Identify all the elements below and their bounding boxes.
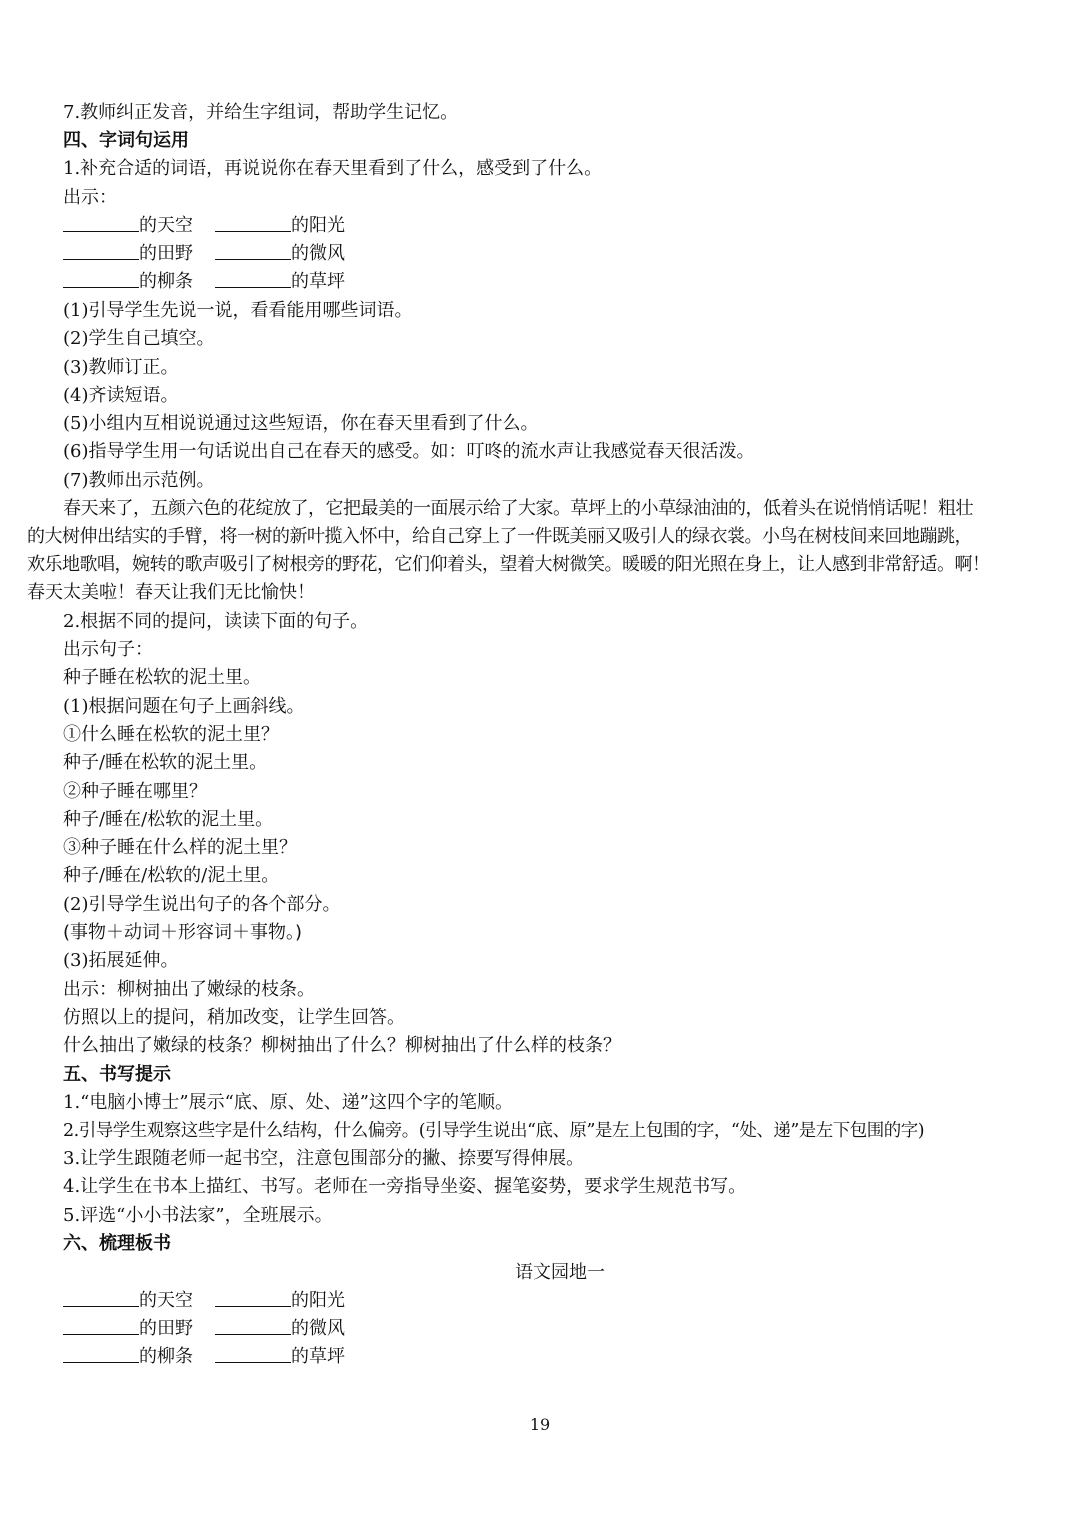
- phrase: 的田野: [139, 1318, 193, 1339]
- blank-line: [215, 241, 291, 260]
- paragraph-line: 欢乐地歌唱，婉转的歌声吸引了树根旁的野花，它们仰着头，望着大树微笑。暖暖的阳光照在身上，让人感到非常舒适。啊！: [27, 554, 990, 575]
- blank-line: [63, 1316, 139, 1335]
- phrase-row: [63, 1343, 367, 1371]
- text-line: ②种子睡在哪里？: [63, 781, 207, 802]
- text-line: 4.让学生在书本上描红、书写。老师在一旁指导坐姿、握笔姿势，要求学生规范书写。: [63, 1176, 747, 1197]
- text-line: (3)拓展延伸。: [63, 950, 179, 971]
- phrase: 的草坪: [291, 1346, 345, 1367]
- blank-line: [63, 241, 139, 260]
- section-heading-4: 四、字词句运用: [63, 130, 189, 151]
- blank-line: [63, 269, 139, 288]
- phrase: 的柳条: [139, 271, 193, 292]
- step-line: (4)齐读短语。: [63, 385, 179, 406]
- blank-line: [215, 213, 291, 232]
- text-line: 仿照以上的提问，稍加改变，让学生回答。: [63, 1007, 405, 1028]
- phrase-row: [63, 1315, 367, 1343]
- blank-line: [215, 1344, 291, 1363]
- text-line: (2)引导学生说出句子的各个部分。: [63, 894, 341, 915]
- phrase: 的天空: [139, 1290, 193, 1311]
- text-line: 1.“电脑小博士”展示“底、原、处、递”这四个字的笔顺。: [63, 1092, 513, 1113]
- text-line: 种子/睡在/松软的泥土里。: [63, 809, 274, 830]
- step-line: (7)教师出示范例。: [63, 470, 215, 491]
- blank-line: [63, 1288, 139, 1307]
- phrase-row: [63, 240, 367, 268]
- section-heading-6: 六、梳理板书: [63, 1233, 171, 1254]
- section-heading-5: 五、书写提示: [63, 1064, 171, 1085]
- formula-line: (事物＋动词＋形容词＋事物。): [63, 922, 303, 943]
- text-line: 什么抽出了嫩绿的枝条？柳树抽出了什么？柳树抽出了什么样的枝条？: [63, 1035, 621, 1056]
- text-line: 7.教师纠正发音，并给生字组词，帮助学生记忆。: [63, 102, 459, 123]
- phrase: 的田野: [139, 243, 193, 264]
- text-line: 3.让学生跟随老师一起书空，注意包围部分的撇、捺要写得伸展。: [63, 1148, 585, 1169]
- text-line: 出示：: [63, 187, 117, 208]
- text-line: (1)根据问题在句子上画斜线。: [63, 696, 305, 717]
- phrase: 的柳条: [139, 1346, 193, 1367]
- phrase: 的微风: [291, 243, 345, 264]
- text-line: 5.评选“小小书法家”，全班展示。: [63, 1205, 333, 1226]
- blank-line: [215, 1288, 291, 1307]
- phrase: 的阳光: [291, 1290, 345, 1311]
- text-line: 种子/睡在松软的泥土里。: [63, 752, 268, 773]
- blank-line: [63, 213, 139, 232]
- blank-line: [215, 1316, 291, 1335]
- phrase: 的微风: [291, 1318, 345, 1339]
- board-title: 语文园地一: [515, 1262, 605, 1283]
- blank-line: [215, 269, 291, 288]
- step-line: (2)学生自己填空。: [63, 328, 215, 349]
- paragraph-line: 的大树伸出结实的手臂，将一树的新叶揽入怀中，给自己穿上了一件既美丽又吸引人的绿衣裳。小鸟在树枝间来回地蹦跳，: [27, 526, 972, 547]
- text-line: 2.根据不同的提问，读读下面的句子。: [63, 611, 369, 632]
- step-line: (6)指导学生用一句话说出自己在春天的感受。如：叮咚的流水声让我感觉春天很活泼。: [63, 441, 755, 462]
- step-line: (1)引导学生先说一说，看看能用哪些词语。: [63, 300, 413, 321]
- text-line: 种子睡在松软的泥土里。: [63, 667, 261, 688]
- text-line: 出示：柳树抽出了嫩绿的枝条。: [63, 979, 315, 1000]
- text-line: ③种子睡在什么样的泥土里？: [63, 837, 297, 858]
- text-line: 种子/睡在/松软的/泥土里。: [63, 865, 280, 886]
- phrase-row: [63, 1287, 367, 1315]
- blank-line: [63, 1344, 139, 1363]
- text-line: ①什么睡在松软的泥土里？: [63, 724, 279, 745]
- page-number: 19: [529, 1415, 551, 1434]
- phrase: 的天空: [139, 215, 193, 236]
- phrase: 的草坪: [291, 271, 345, 292]
- text-line: 1.补充合适的词语，再说说你在春天里看到了什么，感受到了什么。: [63, 158, 603, 179]
- step-line: (3)教师订正。: [63, 357, 179, 378]
- phrase-row: [63, 268, 367, 296]
- paragraph-line: 春天来了，五颜六色的花绽放了，它把最美的一面展示给了大家。草坪上的小草绿油油的，低着头在说悄悄话呢！粗壮: [63, 498, 973, 519]
- text-line: 出示句子：: [63, 639, 153, 660]
- step-line: (5)小组内互相说说通过这些短语，你在春天里看到了什么。: [63, 413, 539, 434]
- paragraph-line: 春天太美啦！春天让我们无比愉快！: [27, 582, 315, 603]
- phrase: 的阳光: [291, 215, 345, 236]
- phrase-row: [63, 212, 367, 240]
- text-line: 2.引导学生观察这些字是什么结构，什么偏旁。(引导学生说出“底、原”是左上包围的字，“处、递”是左下包围的字): [63, 1121, 925, 1141]
